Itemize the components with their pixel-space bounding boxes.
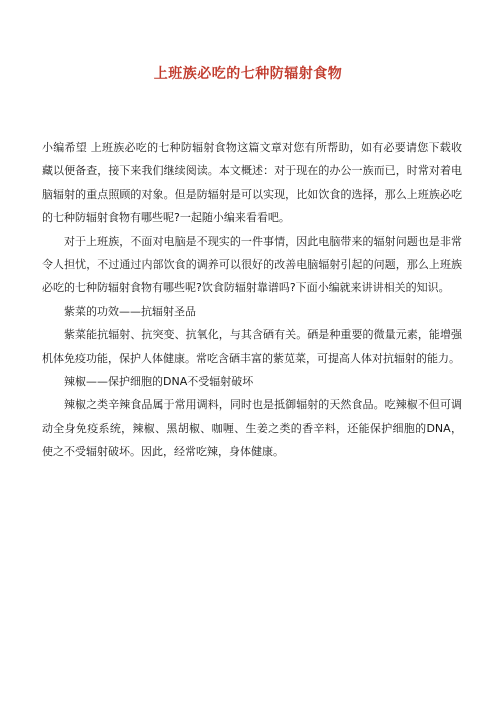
paragraph-intro: 小编希望 上班族必吃的七种防辐射食物这篇文章对您有所帮助，如有必要请您下载收藏以便备查，接下来我们继续阅读。本文概述：对于现在的办公一族而已，时常对着电脑辐射的重点照顾的对象。但是防辐射是可以实现，比如饮食的选择，那么上班族必吃的七种防辐射食物有哪些呢?一起随小编来看看吧。 (42, 141, 462, 225)
section-heading-chili: 辣椒——保护细胞的DNA不受辐射破坏 (64, 375, 254, 389)
document-title: 上班族必吃的七种防辐射食物 (153, 66, 343, 82)
paragraph-overview: 对于上班族，不面对电脑是不现实的一件事情，因此电脑带来的辐射问题也是非常令人担忧，不过通过内部饮食的调养可以很好的改善电脑辐射引起的问题，那么上班族必吃的七种防辐射食物有哪些呢?饮食防辐射靠谱吗?下面小编就来讲讲相关的知识。 (42, 234, 462, 295)
section-heading-seaweed: 紫菜的功效——抗辐射圣品 (64, 304, 196, 318)
paragraph-seaweed: 紫菜能抗辐射、抗突变、抗氧化，与其含硒有关。硒是种重要的微量元素，能增强机体免疫功能，保护人体健康。常吃含硒丰富的紫苋菜，可提高人体对抗辐射的能力。 (42, 328, 462, 365)
document-body (42, 136, 462, 464)
paragraph-chili: 辣椒之类辛辣食品属于常用调料，同时也是抵御辐射的天然食品。吃辣椒不但可调动全身免疫系统，辣椒、黑胡椒、咖喱、生姜之类的香辛料，还能保护细胞的DNA，使之不受辐射破坏。因此，经常吃辣，身体健康。 (42, 398, 462, 459)
